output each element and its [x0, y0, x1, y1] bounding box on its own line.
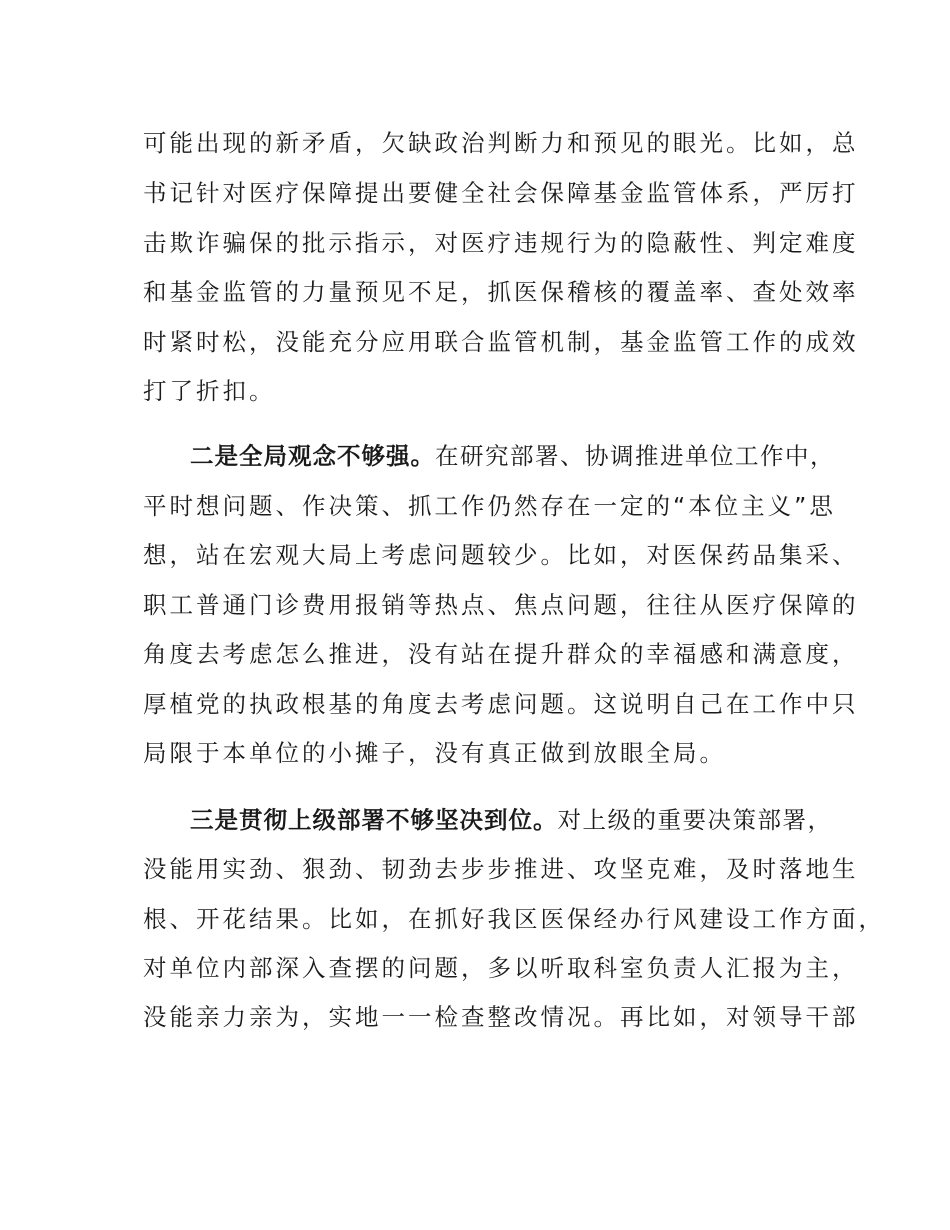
p3-line-5: 没能亲力亲为，实地一一检查整改情况。再比如，对领导干部	[143, 1003, 859, 1031]
p2-line-2: 平时想问题、作决策、抓工作仍然存在一定的“本位主义”思	[143, 492, 836, 520]
p2-line-6: 厚植党的执政根基的角度去考虑问题。这说明自己在工作中只	[143, 690, 859, 718]
p1-line-3: 击欺诈骗保的批示指示，对医疗违规行为的隐蔽性、判定难度	[143, 229, 859, 257]
p2-line-7: 局限于本单位的小摊子，没有真正做到放眼全局。	[143, 739, 726, 767]
p2-line-4: 职工普通门诊费用报销等热点、焦点问题，往往从医疗保障的	[143, 591, 859, 619]
p2-first-line-text: 在研究部署、协调推进单位工作中，	[435, 442, 835, 470]
p1-line-6: 打了折扣。	[143, 377, 276, 405]
p2-line-5: 角度去考虑怎么推进，没有站在提升群众的幸福感和满意度，	[143, 640, 859, 668]
p3-heading: 三是贯彻上级部署不够坚决到位。	[190, 806, 558, 834]
p1-line-2: 书记针对医疗保障提出要健全社会保障基金监管体系，严厉打	[143, 179, 859, 207]
p3-first-line-text: 对上级的重要决策部署，	[557, 806, 833, 834]
p1-line-1: 可能出现的新矛盾，欠缺政治判断力和预见的眼光。比如，总	[143, 129, 859, 157]
p1-line-5: 时紧时松，没能充分应用联合监管机制，基金监管工作的成效	[143, 328, 859, 356]
p2-line-3: 想，站在宏观大局上考虑问题较少。比如，对医保药品集采、	[143, 541, 859, 569]
p2-first-line	[190, 436, 835, 476]
p3-first-line	[190, 800, 833, 840]
p3-line-3: 根、开花结果。比如，在抓好我区医保经办行风建设工作方面，	[143, 905, 885, 933]
p1-line-4: 和基金监管的力量预见不足，抓医保稽核的覆盖率、查处效率	[143, 278, 859, 306]
p3-line-2: 没能用实劲、狠劲、韧劲去步步推进、攻坚克难，及时落地生	[143, 855, 859, 883]
p3-line-4: 对单位内部深入查摆的问题，多以听取科室负责人汇报为主，	[143, 954, 859, 982]
p2-heading: 二是全局观念不够强。	[190, 442, 435, 470]
